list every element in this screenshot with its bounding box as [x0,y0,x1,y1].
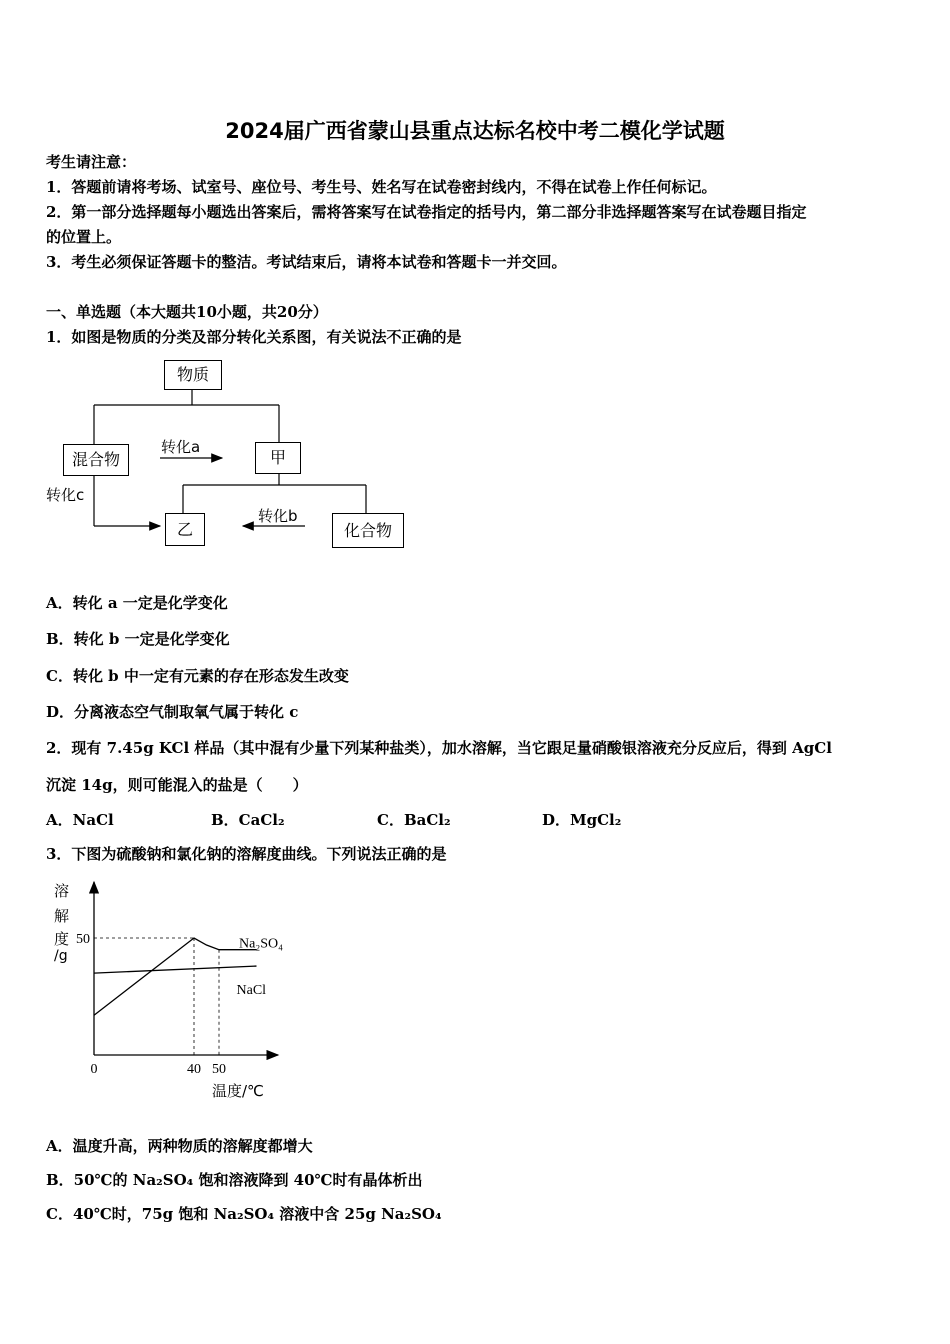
q1-option-d: D．分离液态空气制取氧气属于转化 c [46,703,299,721]
section-heading: 一、单选题（本大题共10小题，共20分） [46,303,328,321]
q1-option-a: A．转化 a 一定是化学变化 [46,594,228,612]
q2-option-a: A．NaCl [46,811,114,829]
q2-stem-line2: 沉淀 14g，则可能混入的盐是（ ） [46,776,308,794]
q3-option-a: A．温度升高，两种物质的溶解度都增大 [46,1137,313,1155]
series-label-na2so4: Na₂SO₄ [239,936,283,952]
notice-item: 3．考生必须保证答题卡的整洁。考试结束后，请将本试卷和答题卡一并交回。 [46,253,567,271]
x-tick-label: 0 [90,1062,98,1077]
x-axis-label: 温度/℃ [212,1082,264,1100]
q3-stem: 3．下图为硫酸钠和氯化钠的溶解度曲线。下列说法正确的是 [46,845,447,863]
y-label-char: 溶 [54,882,70,900]
x-tick-label: 40 [187,1062,201,1077]
series-label-nacl: NaCl [236,983,267,999]
q2-option-b: B．CaCl₂ [211,811,285,829]
label-conversion-a: 转化a [161,438,201,456]
q2-option-d: D．MgCl₂ [542,811,622,829]
q2-option-c: C．BaCl₂ [377,811,451,829]
q2-stem-line1: 2．现有 7.45g KCl 样品（其中混有少量下列某种盐类），加水溶解，当它跟足量硝酸银溶液充分反应后，得到 AgCl [46,739,832,757]
y-label-char: 解 [54,907,70,925]
page-title: 2024届广西省蒙山县重点达标名校中考二模化学试题 [225,119,725,143]
box-substance: 物质 [164,360,222,390]
notice-item: 的位置上。 [46,228,122,246]
q3-option-c: C．40℃时，75g 饱和 Na₂SO₄ 溶液中含 25g Na₂SO₄ [46,1205,442,1223]
notice-item: 1．答题前请将考场、试室号、座位号、考生号、姓名写在试卷密封线内，不得在试卷上作任何标记。 [46,178,717,196]
x-tick-label: 50 [212,1062,226,1077]
box-jia: 甲 [255,442,301,474]
q1-option-b: B．转化 b 一定是化学变化 [46,630,230,648]
notice-item: 2．第一部分选择题每小题选出答案后，需将答案写在试卷指定的括号内，第二部分非选择题答案写在试卷题目指定 [46,203,807,221]
y-tick-label: 50 [76,932,90,947]
label-conversion-b: 转化b [258,507,298,525]
series-nacl-line [94,966,257,973]
y-label-char: /g [54,948,68,964]
q1-option-c: C．转化 b 中一定有元素的存在形态发生改变 [46,667,349,685]
box-compound: 化合物 [332,513,404,548]
q3-option-b: B．50℃的 Na₂SO₄ 饱和溶液降到 40℃时有晶体析出 [46,1171,423,1189]
series-na2so4-line [94,938,257,1015]
label-conversion-c: 转化c [46,486,85,504]
q1-stem: 1．如图是物质的分类及部分转化关系图，有关说法不正确的是 [46,328,462,346]
box-yi: 乙 [165,513,205,546]
box-mixture: 混合物 [63,444,129,476]
y-label-char: 度 [54,930,70,948]
notice-heading: 考生请注意： [46,153,137,171]
